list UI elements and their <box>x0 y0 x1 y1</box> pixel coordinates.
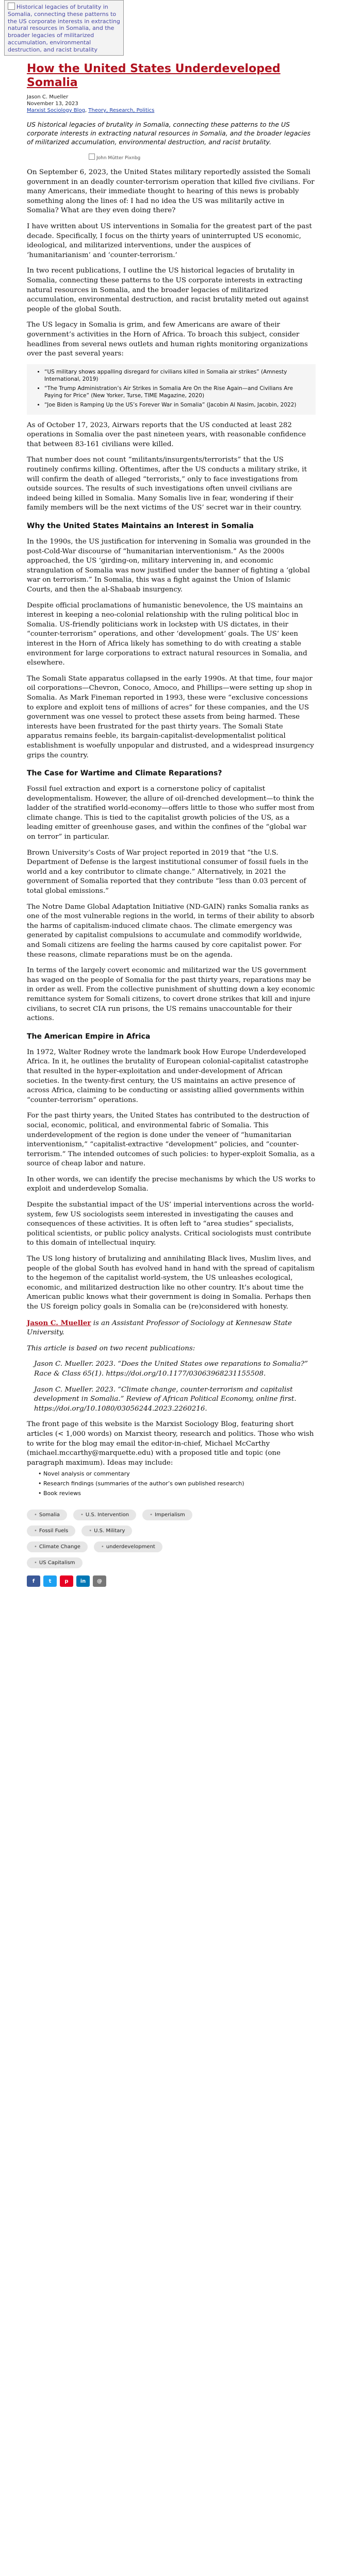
paragraph: The US long history of brutalizing and annihilating Black lives, Muslim lives, and people of the global South has evolved hand in hand with the spread of capitalism to the hegemon of the capitalist world-system, the US unleashes ecological, economic, and militarized destruction like no other country. It’s about time the American public knows what their government is doing in Somalia. Perhaps then the US foreign policy goals in Somalia can be (re)considered with honesty. <box>27 1255 315 1311</box>
share-linkedin-icon[interactable]: in <box>76 1575 90 1587</box>
section-heading: The Case for Wartime and Climate Reparations? <box>27 769 222 778</box>
author-bio-name[interactable]: Jason C. Mueller <box>27 1318 91 1327</box>
body-section-3 <box>27 537 316 760</box>
article-meta <box>27 94 316 114</box>
share-twitter-icon[interactable]: t <box>43 1575 57 1587</box>
paragraph: I have written about US interventions in Somalia for the greatest part of the past decade. Specifically, I focus on the thirty years of uninterrupted US economic, ideological, and militarized interventions, under the auspices of ‘humanitarianism’ and ‘counter-terrorism.’ <box>27 222 312 259</box>
idea-item: • Novel analysis or commentary <box>38 1470 130 1478</box>
front-page-note: The front page of this website is the Marxist Sociology Blog, featuring short articles (< 1,000 words) on Marxist theory, research and politics. Those who wish to write for the blog may email the editor-in-chief, Michael McCarthy (michael.mccarthy@marquette.edu) with a proposed title and topic (one paragraph maximum). Ideas may include: <box>27 1420 314 1467</box>
inline-image <box>89 154 145 162</box>
headline-item: • “The Trump Administration’s Air Strikes in Somalia Are On the Rise Again—and Civilians Are Paying for Price” (New Yorker, Turse, TIME Magazine, 2020) <box>44 385 310 399</box>
body-section-2 <box>27 421 316 513</box>
share-pinterest-icon[interactable]: p <box>60 1575 73 1587</box>
idea-item: • Research findings (summaries of the author’s own published research) <box>38 1480 244 1487</box>
paragraph: In 1972, Walter Rodney wrote the landmark book How Europe Underdeveloped Africa. In it, he outlines the brutality of European colonial-capitalist catastrophe that resulted in the hyper-exploitation and under-development of African societies. In the twenty-first century, the US maintains an active presence of across Africa, claiming to be conducting or assisting allied governments within “counter-terrorism” operations. <box>27 1048 309 1104</box>
author-bio: Jason C. Mueller is an Assistant Professor of Sociology at Kennesaw State University. <box>27 1318 292 1337</box>
tag-chip[interactable]: • Fossil Fuels <box>27 1526 75 1536</box>
tag-chip[interactable]: • US Capitalism <box>27 1557 83 1568</box>
broken-image-icon <box>89 154 95 160</box>
section-heading: Why the United States Maintains an Interest in Somalia <box>27 522 254 531</box>
tag-chip[interactable]: • U.S. Military <box>81 1526 132 1536</box>
header-image-alt: Historical legacies of brutality in Somalia, connecting these patterns to the US corporate interests in extracting natural resources in Somalia, and the broader legacies of militarized accumulation, environmental destruction, and racist brutality <box>4 0 124 56</box>
paragraph: In terms of the largely covert economic and militarized war the US government has waged on the people of Somalia for the past thirty years, reparations may be in order as well. From the collective punishment of shutting down a key economic remittance system for Somali citizens, to covert drone strikes that kill and injure civilians, to secret CIA run prisons, the US remains unaccountable for their actions. <box>27 967 315 1023</box>
tag-list <box>27 1510 197 1568</box>
body-section-4 <box>27 785 316 1024</box>
tag-chip[interactable]: • Imperialism <box>142 1510 192 1520</box>
article-author: Jason C. Mueller <box>27 94 69 100</box>
paragraph: That number does not count “militants/insurgents/terrorists” that the US routinely confirms killing. Oftentimes, after the US conducts a military strike, it will confirm the death of alleged “terrorists,” only to face investigations from outside sources. The results of such investigations often unveil civilians are indeed being killed in Somalia. Many Somalis live in fear, wondering if their family members will be the next victims of the US’ secret war in their country. <box>27 456 307 512</box>
share-email-icon[interactable]: @ <box>93 1575 106 1587</box>
tag-icon: • <box>150 1512 153 1518</box>
tag-chip[interactable]: • Somalia <box>27 1510 67 1520</box>
tag-icon: • <box>34 1528 37 1534</box>
section-heading: The American Empire in Africa <box>27 1032 151 1041</box>
body-section-1 <box>27 168 316 359</box>
share-facebook-icon[interactable]: f <box>27 1575 40 1587</box>
paragraph: Brown University’s Costs of War project reported in 2019 that “the U.S. Department of Defense is the largest institutional consumer of fossil fuels in the world and a key contributor to climate change.” Alternatively, in 2021 the government of Somalia reported that they contribute “less than 0.03 percent of total global emissions.” <box>27 849 308 895</box>
citation: Jason C. Mueller. 2023. “Does the United States owe reparations to Somalia?” Race & Class 65(1). https://doi.org/10.1177/03063968231155508. <box>34 1360 308 1378</box>
based-on: This article is based on two recent publications: <box>27 1344 195 1352</box>
header-image <box>0 0 124 57</box>
paragraph: In two recent publications, I outline the US historical legacies of brutality in Somalia, connecting these patterns to the US corporate interests in extracting natural resources in Somalia, and the broader legacies of militarized accumulation, environmental destruction, and racist brutality meted out against people of the global South. <box>27 267 309 313</box>
paragraph: For the past thirty years, the United States has contributed to the destruction of social, economic, political, and environmental fabric of Somalia. This underdevelopment of the region is done under the veneer of “humanitarian interventionism,” “capitalist-extractive “development” policies, and “counter-terrorism.” The intended outcomes of such policies: to hyper-exploit Somalia, as a source of cheap labor and nature. <box>27 1112 315 1168</box>
tag-icon: • <box>34 1560 37 1566</box>
tag-chip[interactable]: • U.S. Intervention <box>73 1510 136 1520</box>
tag-chip[interactable]: • underdevelopment <box>94 1541 162 1552</box>
article <box>27 62 316 1587</box>
paragraph: Despite official proclamations of humanistic benevolence, the US maintains an interest in keeping a neo-colonial relationship with the ruling political bloc in Somalia. US-friendly politicians work in lockstep with US dictates, in their “counter-terrorism” operations, and other ‘development’ goals. The US’ keen interest in the Horn of Africa likely has something to do with creating a stable environment for large corporations to extract natural resources in Somalia, and elsewhere. <box>27 601 307 667</box>
tag-chip[interactable]: • Climate Change <box>27 1541 88 1552</box>
body-section-5 <box>27 1048 316 1312</box>
paragraph: The Notre Dame Global Adaptation Initiative (ND-GAIN) ranks Somalia ranks as one of the most vulnerable regions in the world, in terms of their ability to absorb the harms of capitalism-induced climate chaos. The climate emergency was generated by capitalist compulsions to accumulate and commodify worldwide, and Somali citizens are feeling the harms caused by core capitalist power. For these reasons, climate reparations must be on the agenda. <box>27 903 315 959</box>
headline-list <box>27 364 316 415</box>
paragraph: The Somali State apparatus collapsed in the early 1990s. At that time, four major oil corporations—Chevron, Conoco, Amoco, and Phillips—were setting up shop in Somalia. As Mark Fineman reported in 1993, these were “exclusive concessions to explore and exploit tens of millions of acres” for these companies, and the US government was one vessel to protect these assets from being harmed. These interests have been frustrated for the past thirty years. The Somali State apparatus remains feeble, its bargain-capitalist-developmentalist political establishment is woefully unpopular and distrusted, and a widespread insurgency grips the country. <box>27 674 314 759</box>
paragraph: In the 1990s, the US justification for intervening in Somalia was grounded in the post-Cold-War discourse of “humanitarian interventionism.” As the 2000s approached, the US ‘girding-on, military intervening in, and economic strangulation of Somalia was now justified under the banner of fighting a ‘global war on terrorism.” In Somalia, this was a fight against the Union of Islamic Courts, and then the al-Shabaab insurgency. <box>27 538 311 594</box>
image-caption: John Mütter Pixnbg <box>96 156 141 161</box>
article-categories: Marxist Sociology Blog, Theory, Research, Politics <box>27 108 155 113</box>
paragraph: In other words, we can identify the precise mechanisms by which the US works to exploit and underdevelop Somalia. <box>27 1175 316 1193</box>
citation: Jason C. Mueller. 2023. “Climate change, counter-terrorism and capitalist development in Somalia.” Review of African Political Economy, online first. https://doi.org/10.1080/03056244.2023.2260216. <box>34 1385 297 1413</box>
broken-image-icon <box>8 3 15 10</box>
paragraph: As of October 17, 2023, Airwars reports that the US conducted at least 282 operations in Somalia over the past nineteen years, with reasonable confidence that between 83-161 civilians were killed. <box>27 421 306 448</box>
idea-item: • Book reviews <box>38 1490 81 1497</box>
paragraph: Despite the substantial impact of the US’ imperial interventions across the world-system, few US sociologists seem interested in investigating the causes and consequences of these activities. It is often left to “area studies” specialists, political scientists, or public policy analysts. Critical sociologists must contribute to this domain of intellectual inquiry. <box>27 1201 314 1247</box>
article-title[interactable]: How the United States Underdeveloped Somalia <box>27 62 281 89</box>
tag-icon: • <box>101 1544 104 1550</box>
headline-item: • “US military shows appalling disregard for civilians killed in Somalia air strikes” (Amnesty International, 2019) <box>44 368 310 383</box>
paragraph: On September 6, 2023, the United States military reportedly assisted the Somali government in an deadly counter-terrorism operation that killed five civilians. For many Americans, their immediate thought to hearing of this news is probably something along the lines of: I had no idea the US was militarily active in Somalia? What are they even doing there? <box>27 168 315 215</box>
tag-icon: • <box>80 1512 84 1518</box>
tag-icon: • <box>34 1544 37 1550</box>
category-link[interactable]: Theory, Research, Politics <box>88 108 155 113</box>
tag-icon: • <box>89 1528 92 1534</box>
share-buttons <box>27 1575 316 1587</box>
article-date: November 13, 2023 <box>27 101 78 107</box>
article-lede: US historical legacies of brutality in Somalia, connecting these patterns to the US corporate interests in extracting natural resources in Somalia, and the broader legacies of militarized accumulation, environmental destruction, and racist brutality. <box>27 121 311 146</box>
paragraph: Fossil fuel extraction and export is a cornerstone policy of capitalist developmentalism. However, the allure of oil-drenched development—to think the ladder of the stratified world-economy—offers little to those who suffer most from climate change. This is tied to the capitalist growth policies of the US, as a leading emitter of greenhouse gases, and within the confines of the “global war on terror” in particular. <box>27 785 315 841</box>
paragraph: The US legacy in Somalia is grim, and few Americans are aware of their government’s activities in the Horn of Africa. To broach this subject, consider headlines from several news outlets and human rights monitoring organizations over the past several years: <box>27 321 308 358</box>
headline-item: • “Joe Biden is Ramping Up the US’s Forever War in Somalia” (Jacobin Al Nasim, Jacobin, 2022) <box>44 401 310 409</box>
tag-icon: • <box>34 1512 37 1518</box>
category-link[interactable]: Marxist Sociology Blog <box>27 108 85 113</box>
